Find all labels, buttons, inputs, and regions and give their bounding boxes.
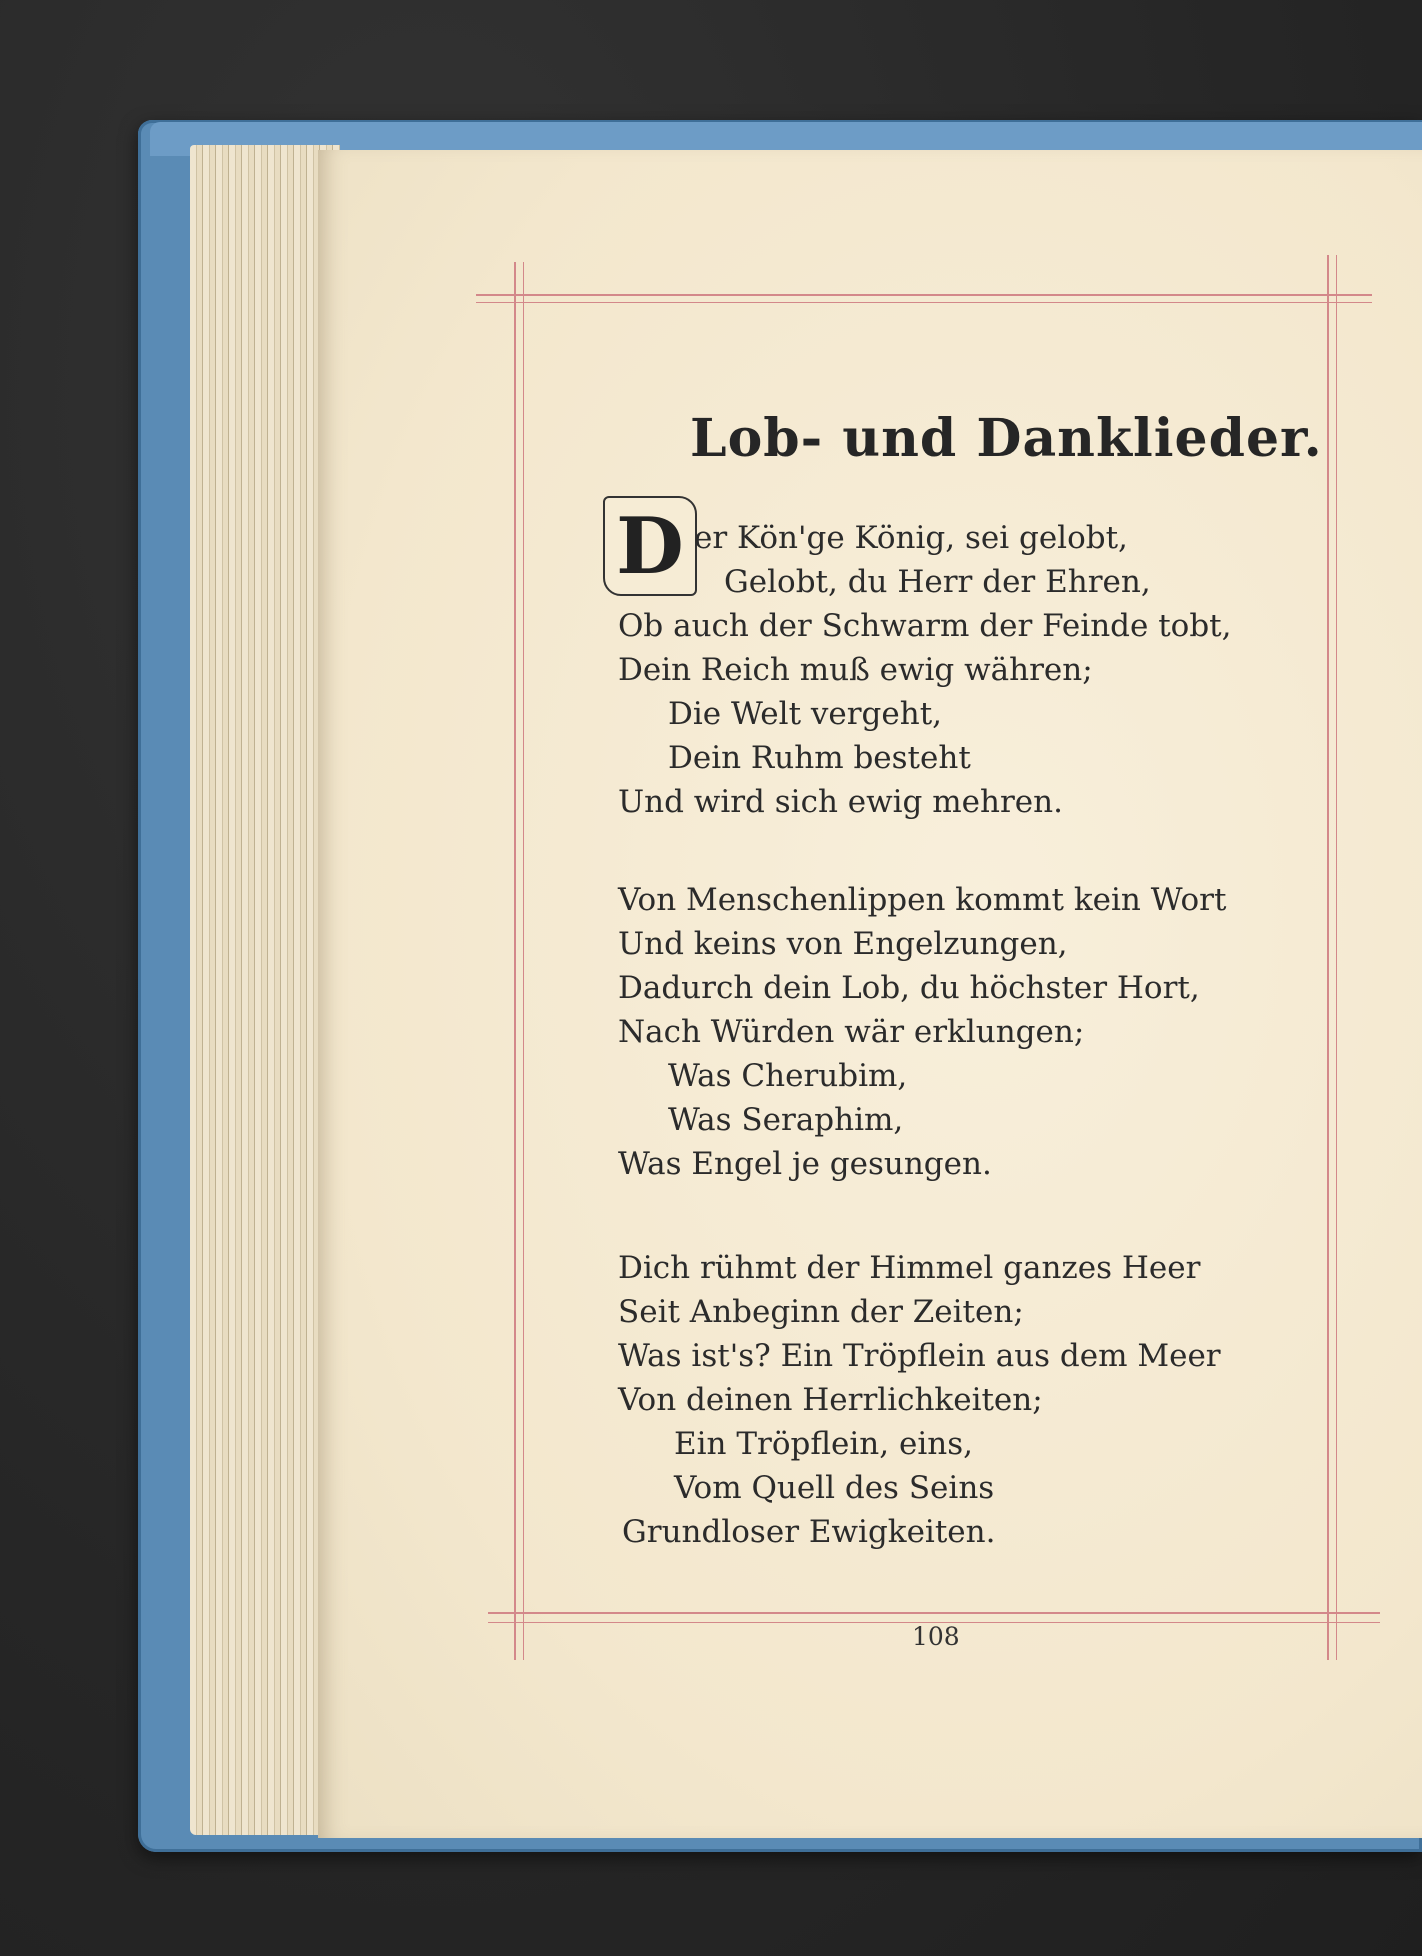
- poem-line: er Kön'ge König, sei gelobt,: [694, 520, 1128, 556]
- poem-line: Was Engel je gesungen.: [618, 1146, 992, 1182]
- poem-line: Grundloser Ewigkeiten.: [622, 1514, 996, 1550]
- frame-top-rule: [476, 294, 1372, 296]
- page-number: 108: [912, 1622, 960, 1651]
- page-title: Lob- und Danklieder.: [690, 408, 1323, 469]
- poem-line: Die Welt vergeht,: [668, 696, 943, 732]
- frame-bottom-rule: [488, 1612, 1380, 1614]
- frame-right-rule-inner: [1336, 255, 1337, 1660]
- frame-top-rule-inner: [476, 302, 1372, 303]
- poem-line: Was Cherubim,: [668, 1058, 908, 1094]
- poem-line: Von Menschenlippen kommt kein Wort: [618, 882, 1227, 918]
- poem-line: Seit Anbeginn der Zeiten;: [618, 1294, 1024, 1330]
- poem-line: Dich rühmt der Himmel ganzes Heer: [618, 1250, 1201, 1286]
- frame-left-rule: [514, 262, 516, 1660]
- poem-line: Vom Quell des Seins: [674, 1470, 995, 1506]
- frame-right-rule: [1327, 255, 1329, 1660]
- frame-left-rule-inner: [523, 262, 524, 1660]
- poem-line: Nach Würden wär erklungen;: [618, 1014, 1085, 1050]
- poem-line: Ein Tröpflein, eins,: [674, 1426, 973, 1462]
- poem-line: Von deinen Herrlichkeiten;: [618, 1382, 1043, 1418]
- drop-cap: D: [603, 496, 697, 596]
- poem-line: Ob auch der Schwarm der Feinde tobt,: [618, 608, 1232, 644]
- poem-line: Gelobt, du Herr der Ehren,: [724, 564, 1151, 600]
- poem-line: Was Seraphim,: [668, 1102, 904, 1138]
- poem-line: Und wird sich ewig mehren.: [618, 784, 1063, 820]
- poem-line: Und keins von Engelzungen,: [618, 926, 1068, 962]
- poem-line: Dadurch dein Lob, du höchster Hort,: [618, 970, 1200, 1006]
- poem-line: Dein Reich muß ewig währen;: [618, 652, 1093, 688]
- poem-line: Was ist's? Ein Tröpflein aus dem Meer: [618, 1338, 1221, 1374]
- poem-line: Dein Ruhm besteht: [668, 740, 971, 776]
